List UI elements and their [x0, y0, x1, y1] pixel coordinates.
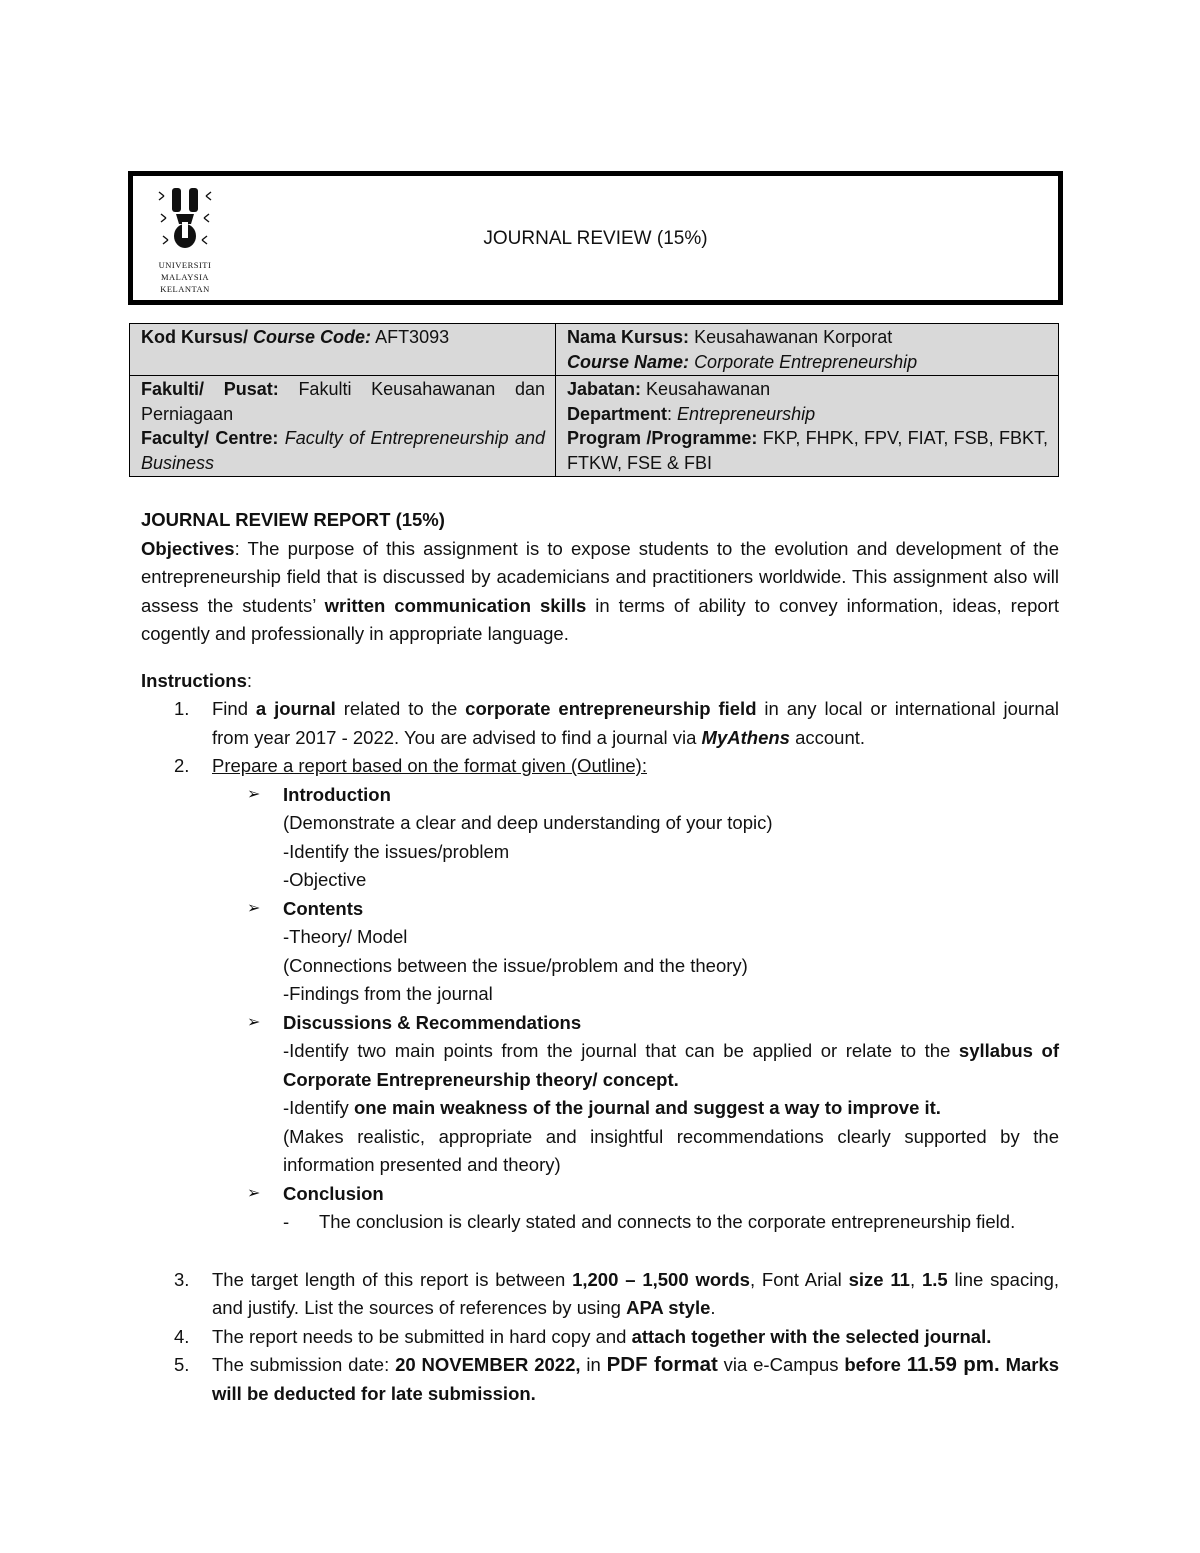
department-label-ms: Jabatan: [567, 379, 642, 399]
item-bold: corporate entrepreneurship field [465, 698, 757, 719]
outline-text: The conclusion is clearly stated and connects to the corporate entrepreneurship field. [319, 1211, 1016, 1232]
item-bold: before [844, 1354, 901, 1375]
item-text: The target length of this report is between [212, 1268, 566, 1290]
report-body [141, 506, 1059, 1408]
list-item [141, 1323, 1059, 1352]
dash-bullet: - [283, 1211, 290, 1232]
item-text: , Font Arial [749, 1268, 842, 1290]
item-text: line spacing, and justify. List the sources of references by using [212, 1268, 1060, 1318]
outline-line: -Findings from the journal [283, 983, 493, 1004]
list-item [141, 1266, 1059, 1323]
arrow-bullet-icon: ➢ [247, 785, 261, 803]
department-value-en: Entrepreneurship [677, 403, 816, 424]
outline-line: -Objective [283, 869, 367, 890]
outline-introduction [141, 781, 1059, 810]
outline-title: Discussions & Recommendations [283, 1011, 582, 1033]
faculty-value-en: Faculty of Entrepreneurship and Business [141, 428, 545, 473]
arrow-bullet-icon: ➢ [247, 899, 261, 917]
item-bold: 1,200 – 1,500 words [572, 1268, 750, 1290]
list-number: 4. [174, 1325, 190, 1347]
course-info-table [129, 323, 1059, 477]
item-text: in any local or international journal from year 2017 - 2022. You are advised to find a journal via [212, 698, 1060, 748]
item-bold: APA style [626, 1297, 711, 1318]
objectives-text: : The purpose of this assignment is to expose students to the evolution and development of the entrepreneurship field that is discussed by academicians and practitioners worldwide. This assignment also will assess the students’ [141, 537, 1059, 616]
department-value-ms: Keusahawanan [646, 379, 771, 399]
course-name-label-ms: Nama Kursus: [567, 327, 690, 347]
outline-discussions [141, 1009, 1059, 1038]
objectives-bold: written communication skills [324, 594, 587, 616]
arrow-bullet-icon: ➢ [247, 1013, 261, 1031]
course-code-value: AFT3093 [375, 327, 450, 347]
outline-line [141, 1037, 1059, 1094]
table-row [130, 324, 1059, 376]
pdf-format-text: PDF format [606, 1353, 718, 1376]
list-number: 3. [174, 1268, 190, 1290]
faculty-cell [130, 376, 556, 477]
course-code-label: Kod Kursus/ [141, 327, 249, 347]
list-item [141, 695, 1059, 752]
department-label-en: Department [567, 403, 668, 424]
outline-title: Contents [283, 897, 364, 919]
header-box [128, 171, 1063, 305]
item-bold: attach together with the selected journal. [631, 1325, 992, 1347]
item-bold: 1.5 [921, 1268, 948, 1290]
outline-title: Introduction [283, 783, 391, 805]
outline-line [141, 1208, 1059, 1237]
item-bold: size 11 [848, 1268, 910, 1290]
outline-contents [141, 895, 1059, 924]
item-bold: Marks will be deducted for late submission. [212, 1354, 1060, 1404]
department-cell: Jabatan: Keusahawanan Department: Entrepreneurship Program /Programme: FKP, FHPK, FPV, FIAT, FSB, FBKT, FTKW, FSE & FBI [556, 376, 1059, 477]
course-code-label-en: Course Code: [253, 327, 372, 347]
objectives-paragraph [141, 535, 1059, 649]
faculty-value-ms: Fakulti Keusahawanan dan Perniagaan [141, 379, 545, 424]
logo-line: KELANTAN [160, 284, 210, 294]
list-item [141, 1351, 1059, 1408]
faculty-label-en: Faculty/ Centre: [141, 428, 279, 448]
outline-bold: one main weakness of the journal and suggest a way to improve it. [353, 1097, 941, 1118]
item-text: in [586, 1354, 601, 1375]
course-name-value-en: Corporate Entrepreneurship [694, 351, 918, 372]
outline-line: -Identify the issues/problem [283, 840, 510, 862]
objectives-text: in terms of ability to convey information, ideas, report cogently and professionally in appropriate language. [141, 594, 1060, 644]
outline-line: (Connections between the issue/problem and the theory) [283, 954, 748, 976]
program-label: Program /Programme [567, 428, 752, 448]
item-text: The report needs to be submitted in hard copy and [212, 1325, 627, 1347]
item-bold: 20 NOVEMBER 2022, [395, 1354, 581, 1375]
outline-text: -Identify two main points from the journal that can be applied or relate to the [283, 1040, 951, 1061]
outline-bold: syllabus of Corporate Entrepreneurship theory/ concept. [283, 1040, 1060, 1090]
table-row [130, 376, 1059, 477]
deadline-time: 11.59 pm. [906, 1353, 1000, 1376]
course-name-value-ms: Keusahawanan Korporat [694, 327, 893, 347]
item-text: Prepare a report based on the format given (Outline): [212, 755, 647, 776]
arrow-bullet-icon: ➢ [247, 1184, 261, 1202]
logo-line: UNIVERSITI [158, 260, 212, 270]
list-number: 2. [174, 755, 190, 776]
item-text: Find [212, 698, 248, 719]
instructions-label: Instructions [141, 669, 247, 691]
myathens-text: MyAthens [701, 726, 790, 748]
list-item [141, 752, 1059, 781]
report-heading: JOURNAL REVIEW REPORT (15%) [141, 509, 445, 530]
logo-line: MALAYSIA [160, 272, 210, 282]
item-text: The submission date: [212, 1354, 390, 1375]
item-text: . [710, 1297, 716, 1318]
item-text: , [909, 1268, 916, 1290]
outline-line: (Makes realistic, appropriate and insightful recommendations clearly supported by the information presented and theory) [283, 1125, 1059, 1175]
outline-title: Conclusion [283, 1182, 384, 1204]
instructions-heading: Instructions: [141, 669, 253, 691]
outline-text: -Identify [283, 1097, 349, 1118]
item-text: account. [795, 726, 866, 748]
item-text: related to the [343, 698, 458, 719]
faculty-label-ms: Fakulti/ Pusat: [141, 379, 279, 399]
objectives-label: Objectives [141, 537, 235, 559]
instructions-list [141, 695, 1059, 1408]
outline-line: -Theory/ Model [283, 926, 408, 947]
outline-line [141, 1094, 1059, 1123]
outline-conclusion [141, 1180, 1059, 1209]
course-name-cell [556, 324, 1059, 376]
outline-line: (Demonstrate a clear and deep understanding of your topic) [283, 812, 773, 833]
logo-caption [155, 259, 215, 295]
item-bold: a journal [255, 698, 336, 719]
list-number: 1. [174, 698, 190, 719]
program-value: FKP, FHPK, FPV, FIAT, FSB, FBKT, FTKW, FSE & FBI [567, 428, 1048, 473]
item-text: via e-Campus [723, 1354, 839, 1375]
list-number: 5. [174, 1354, 190, 1375]
course-name-label-en: Course Name: [567, 351, 690, 372]
course-code-cell [130, 324, 556, 376]
page-title: JOURNAL REVIEW (15%) [483, 228, 708, 249]
